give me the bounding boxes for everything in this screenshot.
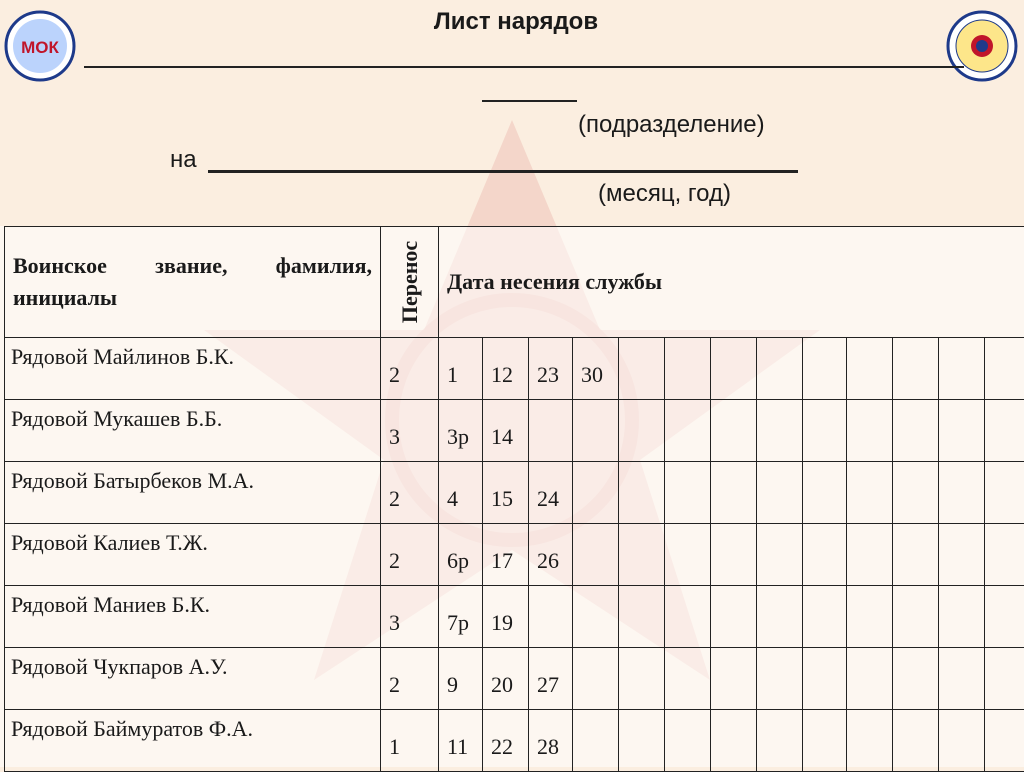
duty-date-cell: [529, 400, 573, 462]
duty-date-cell: [529, 586, 573, 648]
transfer-cell: 2: [381, 462, 439, 524]
duty-date-cell: [665, 400, 711, 462]
unit-underline-short: [482, 100, 577, 102]
duty-date-cell: 11: [439, 710, 483, 772]
duty-date-cell: [619, 710, 665, 772]
duty-date-cell: [893, 338, 939, 400]
duty-date-cell: 9: [439, 648, 483, 710]
duty-date-cell: [985, 400, 1024, 462]
table-row: [5, 400, 1024, 462]
duty-date-cell: 12: [483, 338, 529, 400]
duty-date-cell: [757, 524, 803, 586]
transfer-cell: 2: [381, 648, 439, 710]
table-header-row: [5, 227, 1024, 338]
duty-date-cell: 14: [483, 400, 529, 462]
table-body: [5, 338, 1024, 772]
duty-date-cell: [939, 710, 985, 772]
duty-date-cell: [757, 338, 803, 400]
duty-date-cell: [847, 400, 893, 462]
duty-date-cell: [711, 338, 757, 400]
duty-date-cell: 30: [573, 338, 619, 400]
duty-date-cell: [711, 524, 757, 586]
duty-date-cell: [573, 648, 619, 710]
logo-left-text: МОК: [21, 38, 59, 57]
duty-date-cell: [803, 462, 847, 524]
duty-date-cell: [711, 586, 757, 648]
duty-date-cell: [665, 462, 711, 524]
header-name-column: [5, 227, 381, 338]
header-dates-column: Дата несения службы: [439, 227, 1024, 338]
period-underline: [208, 170, 798, 173]
soldier-name-cell: Рядовой Батырбеков М.А.: [5, 462, 381, 524]
duty-date-cell: [573, 400, 619, 462]
duty-date-cell: 6р: [439, 524, 483, 586]
duty-date-cell: [619, 462, 665, 524]
table-row: [5, 648, 1024, 710]
duty-date-cell: [803, 586, 847, 648]
title-underline: [84, 66, 964, 68]
duty-date-cell: [757, 710, 803, 772]
soldier-name-cell: Рядовой Мукашев Б.Б.: [5, 400, 381, 462]
duty-date-cell: [893, 648, 939, 710]
table-row: [5, 710, 1024, 772]
unit-caption: (подразделение): [578, 111, 765, 139]
duty-date-cell: 4: [439, 462, 483, 524]
period-caption: (месяц, год): [598, 180, 731, 208]
duty-date-cell: [665, 586, 711, 648]
soldier-name-cell: Рядовой Чукпаров А.У.: [5, 648, 381, 710]
duty-date-cell: [847, 524, 893, 586]
duty-date-cell: 3р: [439, 400, 483, 462]
duty-date-cell: 20: [483, 648, 529, 710]
duty-date-cell: [711, 648, 757, 710]
duty-date-cell: [711, 462, 757, 524]
duty-date-cell: [939, 338, 985, 400]
duty-date-cell: 7р: [439, 586, 483, 648]
duty-date-cell: [939, 400, 985, 462]
header-name-line1: Воинское звание, фамилия,: [13, 253, 372, 278]
duty-date-cell: [619, 524, 665, 586]
header-name-line2: инициалы: [13, 282, 372, 314]
duty-date-cell: [985, 462, 1024, 524]
duty-date-cell: [985, 648, 1024, 710]
duty-date-cell: [893, 400, 939, 462]
duty-date-cell: [665, 648, 711, 710]
duty-date-cell: 24: [529, 462, 573, 524]
duty-date-cell: [985, 524, 1024, 586]
duty-date-cell: [619, 586, 665, 648]
duty-date-cell: [939, 462, 985, 524]
transfer-cell: 3: [381, 400, 439, 462]
duty-date-cell: [803, 338, 847, 400]
duty-date-cell: [803, 400, 847, 462]
duty-date-cell: 15: [483, 462, 529, 524]
duty-date-cell: [573, 462, 619, 524]
header-transfer-label: Перенос: [397, 241, 423, 323]
table-row: [5, 586, 1024, 648]
duty-date-cell: [847, 586, 893, 648]
duty-date-cell: [665, 524, 711, 586]
duty-date-cell: [757, 400, 803, 462]
transfer-cell: 2: [381, 524, 439, 586]
transfer-cell: 2: [381, 338, 439, 400]
duty-date-cell: [847, 710, 893, 772]
duty-date-cell: [939, 648, 985, 710]
duty-date-cell: [893, 710, 939, 772]
duty-date-cell: 1: [439, 338, 483, 400]
soldier-name-cell: Рядовой Баймуратов Ф.А.: [5, 710, 381, 772]
duty-date-cell: [573, 524, 619, 586]
duty-date-cell: [665, 710, 711, 772]
transfer-cell: 1: [381, 710, 439, 772]
duty-date-cell: [939, 524, 985, 586]
duty-date-cell: [985, 586, 1024, 648]
duty-date-cell: [619, 400, 665, 462]
duty-date-cell: 27: [529, 648, 573, 710]
on-label: на: [170, 146, 197, 174]
duty-date-cell: 17: [483, 524, 529, 586]
duty-date-cell: [847, 648, 893, 710]
duty-date-cell: [893, 524, 939, 586]
soldier-name-cell: Рядовой Маниев Б.К.: [5, 586, 381, 648]
duty-roster-table: [4, 226, 1024, 772]
duty-date-cell: 28: [529, 710, 573, 772]
duty-date-cell: [757, 462, 803, 524]
table-row: [5, 338, 1024, 400]
duty-date-cell: [573, 586, 619, 648]
table-row: [5, 462, 1024, 524]
duty-date-cell: [711, 400, 757, 462]
duty-date-cell: [757, 586, 803, 648]
duty-date-cell: [985, 338, 1024, 400]
duty-date-cell: [893, 462, 939, 524]
duty-date-cell: [985, 710, 1024, 772]
duty-date-cell: [803, 648, 847, 710]
duty-date-cell: 19: [483, 586, 529, 648]
duty-date-cell: 22: [483, 710, 529, 772]
soldier-name-cell: Рядовой Калиев Т.Ж.: [5, 524, 381, 586]
duty-date-cell: [711, 710, 757, 772]
transfer-cell: 3: [381, 586, 439, 648]
duty-date-cell: 23: [529, 338, 573, 400]
duty-date-cell: [665, 338, 711, 400]
duty-date-cell: [939, 586, 985, 648]
duty-date-cell: [619, 648, 665, 710]
duty-date-cell: [803, 524, 847, 586]
duty-date-cell: [803, 710, 847, 772]
duty-date-cell: 26: [529, 524, 573, 586]
duty-date-cell: [619, 338, 665, 400]
duty-date-cell: [847, 462, 893, 524]
page-title: Лист нарядов: [4, 8, 1024, 36]
duty-date-cell: [893, 586, 939, 648]
header-transfer-column: [381, 227, 439, 338]
soldier-name-cell: Рядовой Майлинов Б.К.: [5, 338, 381, 400]
table-row: [5, 524, 1024, 586]
duty-date-cell: [573, 710, 619, 772]
duty-date-cell: [847, 338, 893, 400]
duty-date-cell: [757, 648, 803, 710]
